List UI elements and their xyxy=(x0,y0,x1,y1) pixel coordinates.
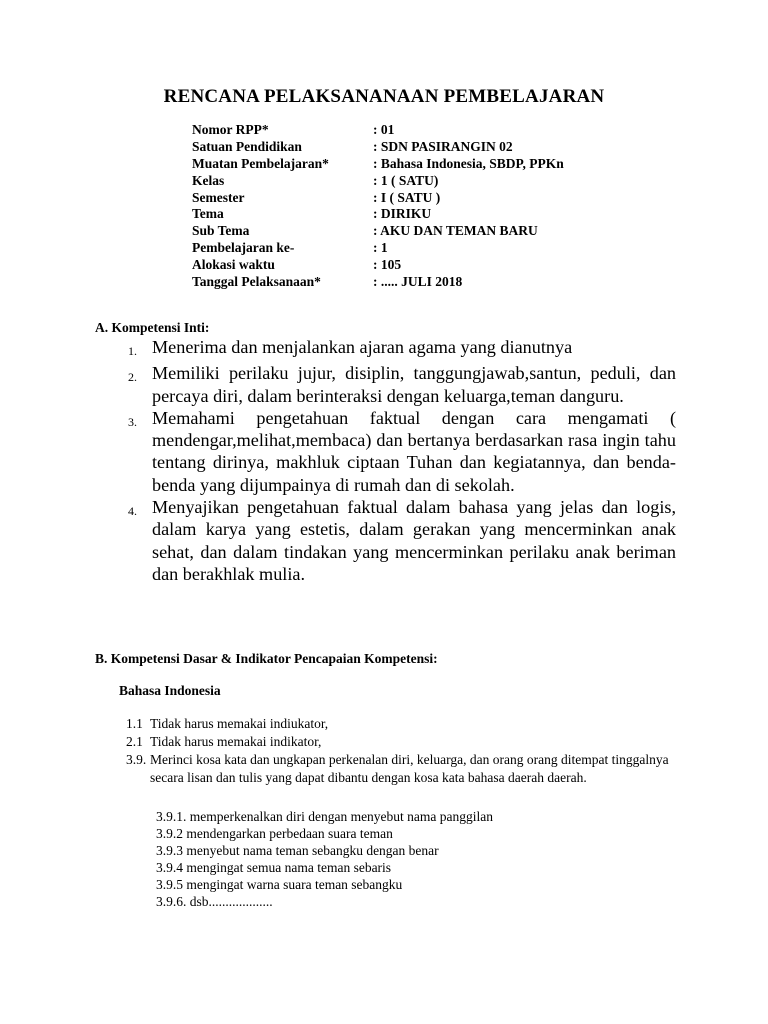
list-text: Memahami pengetahuan faktual dengan cara mengamati ( mendengar,melihat,membaca) dan bertanya berdasarkan rasa ingin tahu tentang dirinya, makhluk ciptaan Tuhan dan kegiatannya, dan benda-benda yang dijumpainya di rumah dan di sekolah. xyxy=(152,407,676,495)
kompetensi-inti-list xyxy=(128,336,676,585)
list-item xyxy=(128,362,676,407)
list-text: Memiliki perilaku jujur, disiplin, tanggungjawab,santun, peduli, dan percaya diri, dalam berinteraksi dengan keluarga,teman danguru. xyxy=(152,363,676,406)
list-number: 1. xyxy=(128,344,137,358)
info-value: : 1 xyxy=(373,240,388,256)
indicator-item: 3.9.3 menyebut nama teman sebangku dengan benar xyxy=(156,842,439,858)
info-value: : 1 ( SATU) xyxy=(373,172,439,188)
info-label: Satuan Pendidikan xyxy=(192,138,302,154)
list-number: 3.9. xyxy=(126,752,147,767)
info-row-nomor xyxy=(192,122,564,139)
info-value: : Bahasa Indonesia, SBDP, PPKn xyxy=(373,155,564,171)
info-label: Tema xyxy=(192,206,224,222)
info-row-muatan xyxy=(192,156,564,173)
list-text: Menerima dan menjalankan ajaran agama yang dianutnya xyxy=(152,337,573,357)
info-row-satuan xyxy=(192,139,564,156)
list-item xyxy=(126,751,686,787)
list-text: Menyajikan pengetahuan faktual dalam bahasa yang jelas dan logis, dalam karya yang estetis, dalam gerakan yang mencerminkan anak sehat, dan dalam tindakan yang mencerminkan perilaku anak beriman dan berakhlak mulia. xyxy=(152,497,676,584)
info-row-kelas xyxy=(192,173,564,190)
info-row-subtema xyxy=(192,223,564,240)
info-row-pembelajaran xyxy=(192,240,564,257)
info-label: Alokasi waktu xyxy=(192,257,275,273)
list-item xyxy=(128,336,676,362)
info-row-semester xyxy=(192,190,564,207)
info-value: : ..... JULI 2018 xyxy=(373,274,463,290)
list-item xyxy=(128,407,676,496)
indicator-item: 3.9.4 mengingat semua nama teman sebaris xyxy=(156,859,392,875)
indicator-item: 3.9.5 mengingat warna suara teman sebangku xyxy=(156,876,403,892)
list-number: 2.1 xyxy=(126,734,143,749)
info-value: : I ( SATU ) xyxy=(373,189,441,205)
list-text: Tidak harus memakai indiukator, xyxy=(150,716,329,731)
info-value: : DIRIKU xyxy=(373,206,432,222)
info-row-tanggal xyxy=(192,274,564,291)
info-row-alokasi xyxy=(192,257,564,274)
indicator-item: 3.9.6. dsb................... xyxy=(156,893,273,909)
info-label: Tanggal Pelaksanaan* xyxy=(192,274,321,290)
info-value: : AKU DAN TEMAN BARU xyxy=(373,223,538,239)
info-table xyxy=(192,122,564,291)
subject-heading: Bahasa Indonesia xyxy=(119,683,221,698)
info-label: Muatan Pembelajaran* xyxy=(192,155,329,171)
list-number: 4. xyxy=(128,504,137,519)
section-a-heading: A. Kompetensi Inti: xyxy=(95,320,210,335)
list-text: Merinci kosa kata dan ungkapan perkenalan diri, keluarga, dan orang orang ditempat tinggalnya secara lisan dan tulis yang dapat dibantu dengan kosa kata bahasa daerah daerah. xyxy=(150,752,669,785)
info-row-tema xyxy=(192,206,564,223)
info-label: Sub Tema xyxy=(192,223,250,239)
list-number: 2. xyxy=(128,370,137,385)
indikator-list xyxy=(156,809,676,910)
list-number: 3. xyxy=(128,414,137,429)
section-b-heading: B. Kompetensi Dasar & Indikator Pencapaian Kompetensi: xyxy=(95,651,438,666)
info-value: : SDN PASIRANGIN 02 xyxy=(373,138,513,154)
list-item xyxy=(126,733,686,751)
list-text: Tidak harus memakai indikator, xyxy=(150,734,322,749)
info-label: Nomor RPP* xyxy=(192,122,269,137)
list-item xyxy=(126,715,686,733)
list-item xyxy=(128,496,676,585)
info-value: : 01 xyxy=(373,122,395,137)
document-title: RENCANA PELAKSANANAAN PEMBELAJARAN xyxy=(163,86,605,107)
info-label: Pembelajaran ke- xyxy=(192,240,295,256)
indicator-item: 3.9.1. memperkenalkan diri dengan menyebut nama panggilan xyxy=(156,809,494,824)
indicator-item: 3.9.2 mendengarkan perbedaan suara teman xyxy=(156,825,393,841)
info-value: : 105 xyxy=(373,257,402,273)
info-label: Kelas xyxy=(192,172,225,188)
kompetensi-dasar-list xyxy=(126,715,686,787)
info-label: Semester xyxy=(192,189,245,205)
list-number: 1.1 xyxy=(126,716,143,731)
